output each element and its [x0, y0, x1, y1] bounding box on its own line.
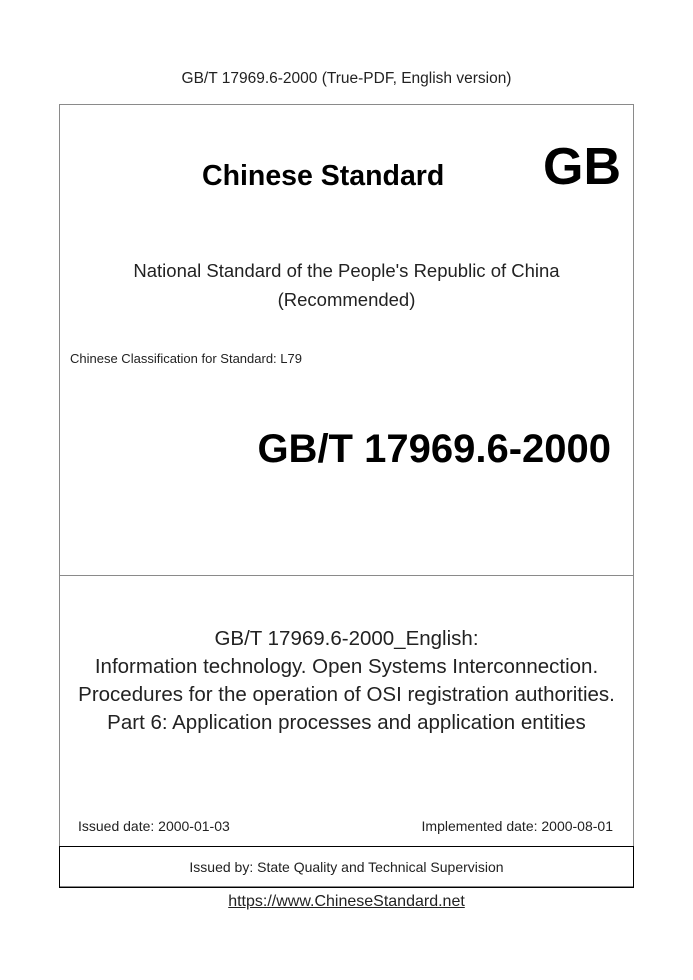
cover-top-section — [60, 105, 633, 576]
title-line: Part 6: Application processes and application entities — [107, 711, 586, 734]
title-line: GB/T 17969.6-2000_English: — [214, 627, 479, 650]
issuer-box — [59, 846, 634, 888]
classification-text: Chinese Classification for Standard: L79 — [70, 351, 302, 366]
chinese-standard-heading: Chinese Standard — [202, 160, 445, 192]
page-header: GB/T 17969.6-2000 (True-PDF, English version) — [181, 70, 512, 87]
standard-code: GB/T 17969.6-2000 — [257, 427, 611, 471]
title-line: Information technology. Open Systems Interconnection. — [94, 655, 599, 678]
footer — [0, 893, 693, 911]
gb-mark: GB — [543, 138, 621, 196]
issued-date: Issued date: 2000-01-03 — [78, 818, 230, 834]
document-title — [60, 625, 633, 737]
title-line: Procedures for the operation of OSI registration authorities. — [78, 683, 615, 706]
national-standard-line: National Standard of the People's Republic of China — [133, 260, 560, 281]
implemented-date: Implemented date: 2000-08-01 — [421, 818, 613, 834]
recommended-line: (Recommended) — [277, 289, 416, 310]
dates-row — [78, 818, 613, 834]
issuer-text: Issued by: State Quality and Technical Supervision — [189, 859, 504, 875]
website-link[interactable]: https://www.ChineseStandard.net — [228, 893, 465, 910]
cover-frame — [59, 104, 634, 887]
